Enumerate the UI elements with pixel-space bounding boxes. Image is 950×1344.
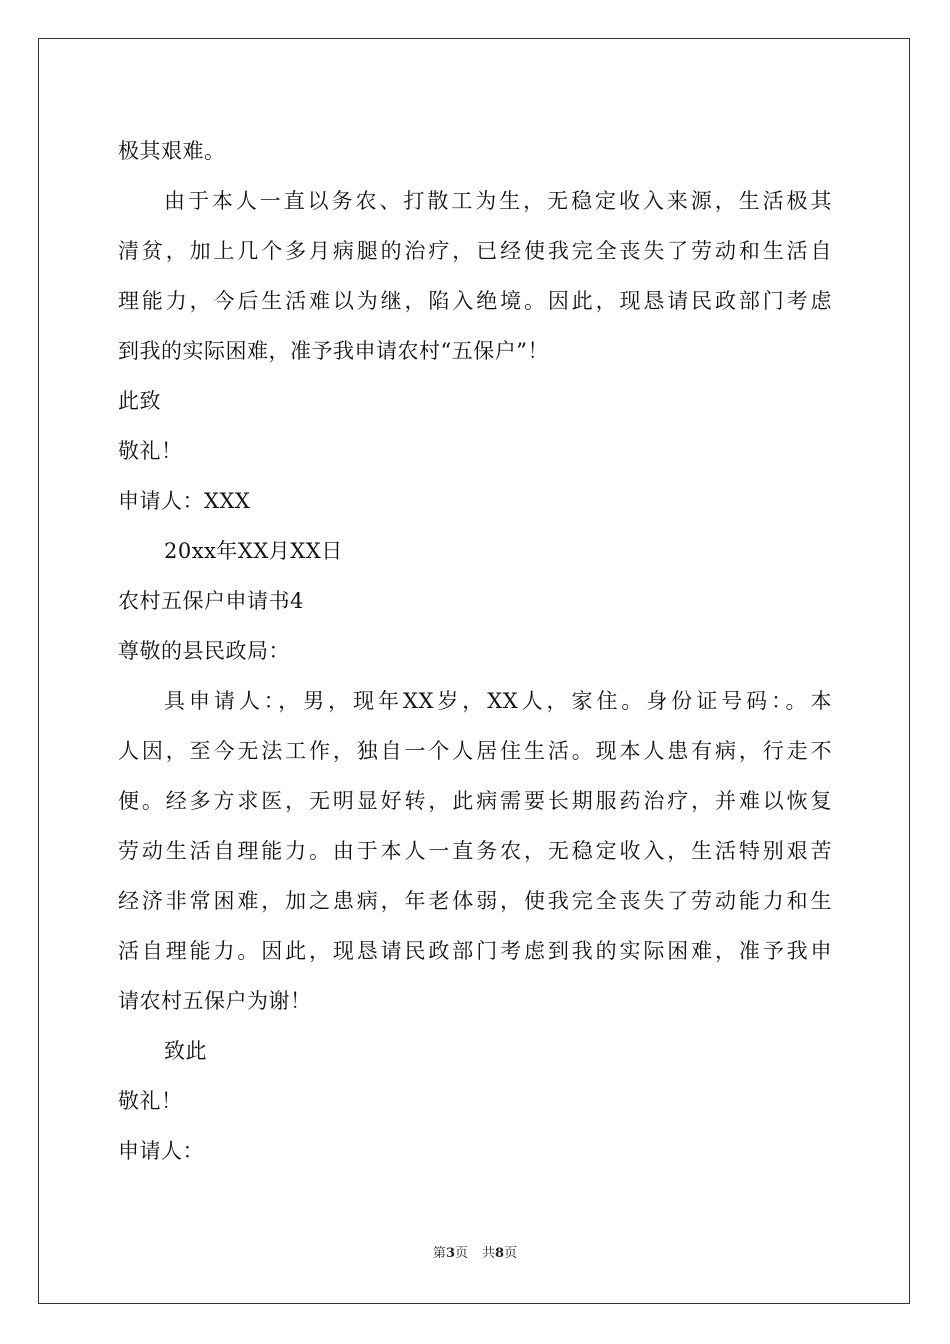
text-line: 申请人： — [118, 1139, 204, 1163]
footer-prefix: 第 — [432, 1246, 446, 1261]
text-line: 极其艰难。 — [118, 139, 226, 163]
text-line: 由于本人一直以务农、打散工为生，无稳定收入来源，生活极其 — [164, 189, 832, 213]
text-line: 具申请人：，男，现年XX岁，XX人，家住。身份证号码：。本 — [164, 689, 832, 713]
text-line: 此致 — [118, 389, 161, 413]
text-line: 经济非常困难，加之患病，年老体弱，使我完全丧失了劳动能力和生 — [118, 889, 832, 913]
text-line: 20xx年XX月XX日 — [164, 539, 343, 563]
text-line: 申请人：XXX — [118, 489, 251, 513]
text-line: 劳动生活自理能力。由于本人一直务农，无稳定收入，生活特别艰苦 — [118, 839, 832, 863]
text-line: 尊敬的县民政局： — [118, 639, 290, 663]
text-line: 活自理能力。因此，现恳请民政部门考虑到我的实际困难，准予我申 — [118, 939, 832, 963]
text-line: 理能力，今后生活难以为继，陷入绝境。因此，现恳请民政部门考虑 — [118, 289, 832, 313]
document-body — [118, 126, 832, 1176]
footer-page-suffix: 页 — [454, 1246, 468, 1261]
text-line: 农村五保户申请书4 — [118, 589, 304, 613]
page-number-footer — [0, 1244, 950, 1264]
text-line: 到我的实际困难，准予我申请农村“五保户”！ — [118, 339, 549, 363]
text-line: 清贫，加上几个多月病腿的治疗，已经使我完全丧失了劳动和生活自 — [118, 239, 832, 263]
text-line: 人因，至今无法工作，独自一个人居住生活。现本人患有病，行走不 — [118, 739, 832, 763]
total-page-count: 8 — [495, 1246, 505, 1261]
text-line: 请农村五保户为谢！ — [118, 989, 312, 1013]
current-page-number: 3 — [445, 1246, 455, 1261]
text-line: 便。经多方求医，无明显好转，此病需要长期服药治疗，并难以恢复 — [118, 789, 832, 813]
text-line: 致此 — [164, 1039, 207, 1063]
footer-total-prefix: 共 — [482, 1246, 496, 1261]
text-line: 敬礼！ — [118, 1089, 183, 1113]
text-line: 敬礼！ — [118, 439, 183, 463]
footer-total-suffix: 页 — [504, 1246, 518, 1261]
